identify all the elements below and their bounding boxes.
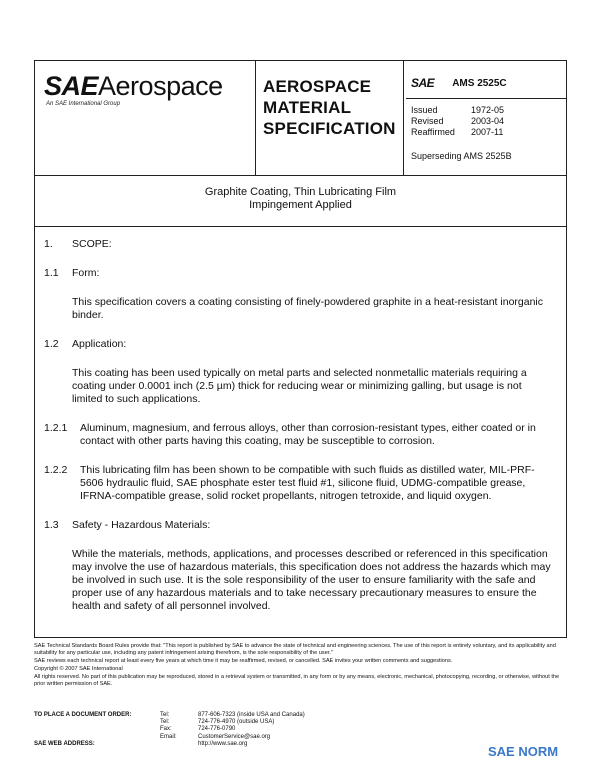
sae-aerospace-logo — [44, 72, 223, 107]
section-1 — [44, 238, 554, 251]
sae-small-logo: SAE — [411, 76, 435, 90]
order-label: TO PLACE A DOCUMENT ORDER: — [34, 712, 132, 718]
logo-word: Aerospace — [98, 71, 223, 101]
header-divider-left — [255, 60, 256, 175]
footer-rights: All rights reserved. No part of this publication may be reproduced, stored in a retrieval system or transmitted, in any form or by any means, electronic, mechanical, photocopying, recording, or otherwise, without the prior written permission of SAE. — [34, 674, 560, 687]
spec-title — [263, 76, 396, 139]
meta-label: Issued — [411, 105, 438, 115]
footer-copyright: Copyright © 2007 SAE International — [34, 666, 123, 672]
section-1-3 — [44, 519, 554, 532]
sae-norm-watermark — [484, 744, 558, 760]
standard-info — [411, 76, 561, 161]
section-text: While the materials, methods, applications, and processes described or referenced in this specification may involve the use of hazardous materials, this specification does not address the hazards which may be involved in such use. It is the sole responsibility of the user to ensure familiarity with the safe and proper use of any hazardous materials and to take necessary precautionary measures to ensure the health and safety of all personnel involved. — [72, 548, 551, 612]
spec-title-line: AEROSPACE — [263, 77, 372, 96]
section-1-2 — [44, 338, 554, 351]
contact-value: 724-776-4970 (outside USA) — [198, 719, 275, 726]
section-number: 1.2 — [44, 338, 59, 350]
spec-title-line: MATERIAL — [263, 98, 352, 117]
document-title-line2: Impingement Applied — [249, 199, 352, 211]
contact-value: 877-606-7323 (inside USA and Canada) — [198, 712, 305, 718]
order-contact — [34, 712, 378, 748]
document-title — [34, 186, 567, 212]
contact-email[interactable]: CustomerService@sae.org — [198, 733, 271, 740]
contact-key: Email: — [160, 733, 177, 740]
standard-number: AMS 2525C — [452, 77, 507, 89]
section-number: 1. — [44, 238, 53, 250]
contact-key: Tel: — [160, 719, 170, 726]
meta-value: 2003-04 — [471, 116, 505, 126]
document-body — [44, 238, 554, 613]
legal-footer — [34, 643, 567, 689]
web-label: SAE WEB ADDRESS: — [34, 740, 95, 747]
standard-rule — [406, 98, 566, 99]
superseding-note: Superseding AMS 2525B — [411, 151, 512, 161]
header-divider — [34, 175, 567, 176]
section-1-2-2 — [44, 464, 554, 503]
title-divider — [34, 226, 567, 227]
section-text: This lubricating film has been shown to be compatible with such fluids as distilled water, MIL-PRF-5606 hydraulic fluid, SAE phosphate ester test fluid #1, silicone fluid, UDMG-compatible grease, IFRNA-compatible grease, solid rocket propellants, nitrogen tetroxide, and liquid oxygen. — [80, 464, 535, 502]
spec-title-line: SPECIFICATION — [263, 119, 396, 138]
logo-sae: SAE — [44, 71, 99, 101]
footer-review: SAE reviews each technical report at least every five years at which time it may be reaffirmed, revised, or cancelled. SAE invites your written comments and suggestions. — [34, 658, 453, 664]
section-number: 1.3 — [44, 519, 59, 531]
section-text: Aluminum, magnesium, and ferrous alloys, other than corrosion-resistant types, either coated or in contact with other parts having this coating, may be susceptible to corrosion. — [80, 422, 536, 447]
section-heading: Application: — [72, 338, 127, 350]
header-divider-right — [403, 60, 404, 175]
section-number: 1.2.2 — [44, 464, 68, 476]
section-text: This coating has been used typically on metal parts and selected nonmetallic materials requiring a coating under 0.0001 inch (2.5 µm) thick for reducing wear or minimizing galling, but usage is not limited to such applications. — [72, 367, 527, 405]
section-heading: Form: — [72, 267, 100, 279]
revision-history — [411, 105, 561, 137]
section-heading: Safety - Hazardous Materials: — [72, 519, 211, 531]
section-1-2-1 — [44, 422, 554, 448]
meta-label: Reaffirmed — [411, 127, 455, 137]
section-text: This specification covers a coating consisting of finely-powdered graphite in a heat-resistant inorganic binder. — [72, 296, 544, 321]
contact-key: Fax: — [160, 726, 172, 733]
document-title-line1: Graphite Coating, Thin Lubricating Film — [204, 186, 397, 198]
contact-key: Tel: — [160, 712, 170, 718]
web-address-link[interactable]: http://www.sae.org — [198, 740, 248, 747]
section-number: 1.1 — [44, 267, 59, 279]
contact-value: 724-776-0790 — [198, 726, 236, 733]
section-number: 1.2.1 — [44, 422, 68, 434]
section-1-1 — [44, 267, 554, 280]
logo-tagline: An SAE International Group — [46, 101, 121, 107]
footer-rules: SAE Technical Standards Board Rules provide that: "This report is published by SAE to advance the state of technical and engineering sciences. The use of this report is entirely voluntary, and its applicability and suitability for any particular use, including any patent infringement arising therefrom, is the sole responsibility of the user." — [34, 643, 556, 656]
meta-value: 2007-11 — [471, 127, 504, 137]
section-heading: SCOPE: — [72, 238, 112, 250]
brand-text: SAE NORM — [488, 744, 559, 759]
meta-value: 1972-05 — [471, 105, 505, 115]
meta-label: Revised — [411, 116, 444, 126]
